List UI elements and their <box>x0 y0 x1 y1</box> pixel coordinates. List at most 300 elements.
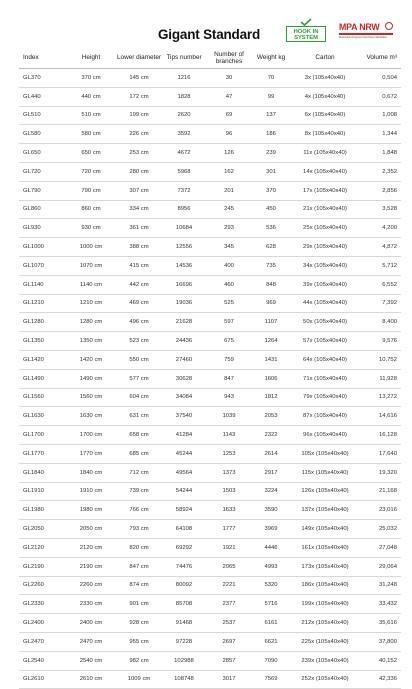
cell-weight: 6161 <box>253 614 289 633</box>
table-row <box>19 388 401 407</box>
table-row <box>19 407 401 426</box>
cell-weight: 6621 <box>253 632 289 651</box>
cell-index: GL440 <box>19 87 67 106</box>
cell-index: GL580 <box>19 125 67 144</box>
cell-height: 2470 cm <box>67 632 115 651</box>
cell-height: 1420 cm <box>67 350 115 369</box>
cell-branches: 201 <box>205 181 253 200</box>
cell-carton: 186x (105x40x40) <box>289 576 361 595</box>
cell-branches: 2697 <box>205 632 253 651</box>
cell-lower-diameter: 361 cm <box>115 219 163 238</box>
cell-branches: 126 <box>205 144 253 163</box>
cell-lower-diameter: 334 cm <box>115 200 163 219</box>
cell-carton: 105x (105x40x40) <box>289 444 361 463</box>
cell-tips-number: 102988 <box>163 651 205 670</box>
table-row <box>19 238 401 257</box>
cell-index: GL2540 <box>19 651 67 670</box>
cell-volume: 4,200 <box>361 219 401 238</box>
cell-height: 2540 cm <box>67 651 115 670</box>
cell-carton: 87x (105x40x40) <box>289 407 361 426</box>
cell-carton: 126x (105x40x40) <box>289 482 361 501</box>
cell-tips-number: 1216 <box>163 69 205 88</box>
cell-weight: 99 <box>253 87 289 106</box>
cell-volume: 25,032 <box>361 520 401 539</box>
cell-weight: 239 <box>253 144 289 163</box>
cell-volume: 4,872 <box>361 238 401 257</box>
cell-index: GL1560 <box>19 388 67 407</box>
table-row <box>19 520 401 539</box>
cell-carton: 44x (105x40x40) <box>289 294 361 313</box>
cell-tips-number: 12556 <box>163 238 205 257</box>
cell-index: GL2400 <box>19 614 67 633</box>
cell-weight: 450 <box>253 200 289 219</box>
mpa-logo-text: MPA NRW <box>339 22 380 32</box>
cell-index: GL1980 <box>19 501 67 520</box>
cell-lower-diameter: 145 cm <box>115 69 163 88</box>
cell-carton: 4x (105x40x40) <box>289 87 361 106</box>
cell-index: GL370 <box>19 69 67 88</box>
cell-height: 1000 cm <box>67 238 115 257</box>
cell-volume: 33,432 <box>361 595 401 614</box>
cell-volume: 0,672 <box>361 87 401 106</box>
cell-lower-diameter: 901 cm <box>115 595 163 614</box>
cell-lower-diameter: 469 cm <box>115 294 163 313</box>
cell-lower-diameter: 631 cm <box>115 407 163 426</box>
cell-weight: 2917 <box>253 463 289 482</box>
cell-index: GL1350 <box>19 332 67 351</box>
cell-tips-number: 58924 <box>163 501 205 520</box>
header-weight: Weight kg <box>253 48 289 69</box>
cell-height: 1490 cm <box>67 369 115 388</box>
product-table <box>19 48 401 689</box>
table-row <box>19 482 401 501</box>
cell-volume: 10,752 <box>361 350 401 369</box>
cell-carton: 137x (105x40x40) <box>289 501 361 520</box>
cell-height: 2400 cm <box>67 614 115 633</box>
cell-branches: 96 <box>205 125 253 144</box>
cell-carton: 34x (105x40x40) <box>289 256 361 275</box>
table-row <box>19 670 401 689</box>
cell-branches: 460 <box>205 275 253 294</box>
cell-volume: 17,640 <box>361 444 401 463</box>
cell-tips-number: 108748 <box>163 670 205 689</box>
cell-carton: 8x (105x40x40) <box>289 125 361 144</box>
mpa-nrw-logo <box>339 22 394 42</box>
cell-weight: 1431 <box>253 350 289 369</box>
hook-in-system-logo <box>286 20 326 42</box>
cell-index: GL1210 <box>19 294 67 313</box>
table-row <box>19 369 401 388</box>
table-row <box>19 162 401 181</box>
cell-tips-number: 3592 <box>163 125 205 144</box>
cell-index: GL790 <box>19 181 67 200</box>
cell-branches: 1921 <box>205 538 253 557</box>
cell-tips-number: 45244 <box>163 444 205 463</box>
cell-branches: 675 <box>205 332 253 351</box>
cell-weight: 536 <box>253 219 289 238</box>
cell-tips-number: 14536 <box>163 256 205 275</box>
table-row <box>19 463 401 482</box>
cell-volume: 21,168 <box>361 482 401 501</box>
table-row <box>19 576 401 595</box>
cell-branches: 293 <box>205 219 253 238</box>
cell-tips-number: 16696 <box>163 275 205 294</box>
cell-lower-diameter: 847 cm <box>115 557 163 576</box>
cell-weight: 2053 <box>253 407 289 426</box>
cell-height: 2120 cm <box>67 538 115 557</box>
table-row <box>19 275 401 294</box>
cell-tips-number: 7372 <box>163 181 205 200</box>
cell-height: 1770 cm <box>67 444 115 463</box>
cell-weight: 628 <box>253 238 289 257</box>
cell-index: GL1420 <box>19 350 67 369</box>
table-row <box>19 125 401 144</box>
cell-lower-diameter: 388 cm <box>115 238 163 257</box>
cell-carton: 96x (105x40x40) <box>289 426 361 445</box>
cell-index: GL510 <box>19 106 67 125</box>
cell-lower-diameter: 523 cm <box>115 332 163 351</box>
cell-carton: 11x (105x40x40) <box>289 144 361 163</box>
cell-volume: 5,712 <box>361 256 401 275</box>
cell-lower-diameter: 496 cm <box>115 313 163 332</box>
cell-lower-diameter: 928 cm <box>115 614 163 633</box>
cell-height: 1140 cm <box>67 275 115 294</box>
cell-weight: 1606 <box>253 369 289 388</box>
cell-height: 2050 cm <box>67 520 115 539</box>
cell-volume: 35,616 <box>361 614 401 633</box>
cell-height: 1840 cm <box>67 463 115 482</box>
cell-carton: 39x (105x40x40) <box>289 275 361 294</box>
table-row <box>19 651 401 670</box>
cell-index: GL860 <box>19 200 67 219</box>
table-header-row <box>19 48 401 69</box>
cell-volume: 3,528 <box>361 200 401 219</box>
cell-branches: 1373 <box>205 463 253 482</box>
cell-height: 370 cm <box>67 69 115 88</box>
cell-branches: 759 <box>205 350 253 369</box>
cell-height: 2610 cm <box>67 670 115 689</box>
cell-lower-diameter: 226 cm <box>115 125 163 144</box>
cell-tips-number: 8956 <box>163 200 205 219</box>
cell-height: 2260 cm <box>67 576 115 595</box>
cell-lower-diameter: 199 cm <box>115 106 163 125</box>
cell-tips-number: 85708 <box>163 595 205 614</box>
cell-branches: 1039 <box>205 407 253 426</box>
cell-index: GL1630 <box>19 407 67 426</box>
cell-branches: 400 <box>205 256 253 275</box>
cell-lower-diameter: 172 cm <box>115 87 163 106</box>
cell-branches: 2221 <box>205 576 253 595</box>
cell-branches: 1633 <box>205 501 253 520</box>
cell-carton: 79x (105x40x40) <box>289 388 361 407</box>
mpa-logo-circle-icon <box>385 22 393 30</box>
table-row <box>19 87 401 106</box>
cell-height: 580 cm <box>67 125 115 144</box>
cell-index: GL2330 <box>19 595 67 614</box>
cell-lower-diameter: 793 cm <box>115 520 163 539</box>
cell-branches: 1503 <box>205 482 253 501</box>
cell-index: GL1910 <box>19 482 67 501</box>
cell-branches: 1777 <box>205 520 253 539</box>
cell-volume: 1,344 <box>361 125 401 144</box>
cell-carton: 252x (105x40x40) <box>289 670 361 689</box>
table-row <box>19 69 401 88</box>
table-row <box>19 501 401 520</box>
cell-lower-diameter: 712 cm <box>115 463 163 482</box>
cell-volume: 1,008 <box>361 106 401 125</box>
cell-index: GL2050 <box>19 520 67 539</box>
table-row <box>19 538 401 557</box>
cell-lower-diameter: 739 cm <box>115 482 163 501</box>
cell-tips-number: 49564 <box>163 463 205 482</box>
cell-lower-diameter: 874 cm <box>115 576 163 595</box>
cell-index: GL1840 <box>19 463 67 482</box>
cell-carton: 17x (105x40x40) <box>289 181 361 200</box>
table-row <box>19 444 401 463</box>
cell-lower-diameter: 550 cm <box>115 350 163 369</box>
cell-weight: 2322 <box>253 426 289 445</box>
cell-weight: 1264 <box>253 332 289 351</box>
cell-height: 650 cm <box>67 144 115 163</box>
cell-weight: 5320 <box>253 576 289 595</box>
cell-weight: 186 <box>253 125 289 144</box>
table-row <box>19 614 401 633</box>
cell-carton: 64x (105x40x40) <box>289 350 361 369</box>
cell-height: 1210 cm <box>67 294 115 313</box>
cell-volume: 2,352 <box>361 162 401 181</box>
cell-tips-number: 5968 <box>163 162 205 181</box>
table-row <box>19 219 401 238</box>
cell-index: GL2610 <box>19 670 67 689</box>
cell-tips-number: 4672 <box>163 144 205 163</box>
cell-carton: 239x (105x40x40) <box>289 651 361 670</box>
cell-lower-diameter: 1009 cm <box>115 670 163 689</box>
cell-volume: 31,248 <box>361 576 401 595</box>
cell-volume: 16,128 <box>361 426 401 445</box>
cell-branches: 245 <box>205 200 253 219</box>
cell-volume: 29,064 <box>361 557 401 576</box>
cell-lower-diameter: 280 cm <box>115 162 163 181</box>
header-lower-diameter: Lower diameter <box>115 48 163 69</box>
table-row <box>19 106 401 125</box>
cell-carton: 199x (105x40x40) <box>289 595 361 614</box>
cell-branches: 2065 <box>205 557 253 576</box>
cell-volume: 8,400 <box>361 313 401 332</box>
table-row <box>19 313 401 332</box>
cell-tips-number: 10684 <box>163 219 205 238</box>
cell-index: GL650 <box>19 144 67 163</box>
cell-weight: 735 <box>253 256 289 275</box>
cell-lower-diameter: 307 cm <box>115 181 163 200</box>
header-height: Height <box>67 48 115 69</box>
cell-lower-diameter: 253 cm <box>115 144 163 163</box>
cell-branches: 2537 <box>205 614 253 633</box>
hook-logo-text: HOOK IN SYSTEM <box>293 29 319 42</box>
cell-lower-diameter: 685 cm <box>115 444 163 463</box>
cell-branches: 2377 <box>205 595 253 614</box>
table-row <box>19 426 401 445</box>
cell-height: 1980 cm <box>67 501 115 520</box>
cell-carton: 25x (105x40x40) <box>289 219 361 238</box>
cell-volume: 23,016 <box>361 501 401 520</box>
cell-volume: 1,848 <box>361 144 401 163</box>
cell-branches: 30 <box>205 69 253 88</box>
cell-volume: 13,272 <box>361 388 401 407</box>
header-carton: Carton <box>289 48 361 69</box>
cell-height: 440 cm <box>67 87 115 106</box>
table-row <box>19 200 401 219</box>
table-row <box>19 595 401 614</box>
cell-carton: 57x (105x40x40) <box>289 332 361 351</box>
cell-branches: 1143 <box>205 426 253 445</box>
cell-tips-number: 27460 <box>163 350 205 369</box>
cell-tips-number: 19036 <box>163 294 205 313</box>
cell-carton: 149x (105x40x40) <box>289 520 361 539</box>
cell-carton: 50x (105x40x40) <box>289 313 361 332</box>
cell-carton: 161x (105x40x40) <box>289 538 361 557</box>
cell-carton: 3x (105x40x40) <box>289 69 361 88</box>
cell-weight: 1812 <box>253 388 289 407</box>
table-row <box>19 350 401 369</box>
header-volume: Volume m³ <box>361 48 401 69</box>
cell-index: GL1280 <box>19 313 67 332</box>
cell-weight: 3969 <box>253 520 289 539</box>
cell-volume: 2,856 <box>361 181 401 200</box>
cell-index: GL2470 <box>19 632 67 651</box>
cell-index: GL1490 <box>19 369 67 388</box>
cell-lower-diameter: 955 cm <box>115 632 163 651</box>
cell-tips-number: 74476 <box>163 557 205 576</box>
cell-carton: 225x (105x40x40) <box>289 632 361 651</box>
table-row <box>19 332 401 351</box>
cell-weight: 370 <box>253 181 289 200</box>
cell-lower-diameter: 577 cm <box>115 369 163 388</box>
cell-height: 1350 cm <box>67 332 115 351</box>
cell-branches: 3017 <box>205 670 253 689</box>
cell-branches: 943 <box>205 388 253 407</box>
cell-index: GL1700 <box>19 426 67 445</box>
cell-weight: 137 <box>253 106 289 125</box>
checkmark-icon <box>300 18 312 26</box>
cell-weight: 3590 <box>253 501 289 520</box>
cell-tips-number: 34084 <box>163 388 205 407</box>
cell-carton: 29x (105x40x40) <box>289 238 361 257</box>
cell-volume: 37,800 <box>361 632 401 651</box>
cell-index: GL1000 <box>19 238 67 257</box>
cell-lower-diameter: 766 cm <box>115 501 163 520</box>
cell-tips-number: 1828 <box>163 87 205 106</box>
cell-index: GL2190 <box>19 557 67 576</box>
cell-weight: 4993 <box>253 557 289 576</box>
page-title: Gigant Standard <box>158 27 261 42</box>
cell-height: 1560 cm <box>67 388 115 407</box>
mpa-logo-subtitle: Materialprüfungsamt Nordrhein-Westfalen <box>339 35 388 39</box>
table-body <box>19 69 401 689</box>
cell-tips-number: 2620 <box>163 106 205 125</box>
cell-index: GL1770 <box>19 444 67 463</box>
cell-tips-number: 64108 <box>163 520 205 539</box>
cell-weight: 4446 <box>253 538 289 557</box>
cell-index: GL720 <box>19 162 67 181</box>
cell-tips-number: 37540 <box>163 407 205 426</box>
cell-height: 1070 cm <box>67 256 115 275</box>
cell-lower-diameter: 442 cm <box>115 275 163 294</box>
cell-weight: 969 <box>253 294 289 313</box>
cell-branches: 345 <box>205 238 253 257</box>
cell-height: 510 cm <box>67 106 115 125</box>
cell-volume: 11,928 <box>361 369 401 388</box>
cell-carton: 6x (105x40x40) <box>289 106 361 125</box>
header-index: Index <box>19 48 67 69</box>
cell-weight: 1107 <box>253 313 289 332</box>
cell-branches: 847 <box>205 369 253 388</box>
cell-carton: 115x (105x40x40) <box>289 463 361 482</box>
cell-height: 2330 cm <box>67 595 115 614</box>
cell-branches: 47 <box>205 87 253 106</box>
cell-height: 2190 cm <box>67 557 115 576</box>
cell-weight: 7569 <box>253 670 289 689</box>
cell-tips-number: 30628 <box>163 369 205 388</box>
header-branches: Number of branches <box>205 48 253 69</box>
cell-volume: 42,336 <box>361 670 401 689</box>
cell-volume: 9,576 <box>361 332 401 351</box>
cell-lower-diameter: 982 cm <box>115 651 163 670</box>
cell-height: 1280 cm <box>67 313 115 332</box>
cell-branches: 597 <box>205 313 253 332</box>
table-row <box>19 294 401 313</box>
cell-height: 1700 cm <box>67 426 115 445</box>
cell-weight: 7090 <box>253 651 289 670</box>
header-tips-number: Tips number <box>163 48 205 69</box>
cell-tips-number: 69292 <box>163 538 205 557</box>
cell-index: GL1070 <box>19 256 67 275</box>
cell-height: 790 cm <box>67 181 115 200</box>
cell-carton: 173x (105x40x40) <box>289 557 361 576</box>
cell-height: 1630 cm <box>67 407 115 426</box>
cell-volume: 0,504 <box>361 69 401 88</box>
cell-lower-diameter: 820 cm <box>115 538 163 557</box>
cell-weight: 2614 <box>253 444 289 463</box>
cell-volume: 19,320 <box>361 463 401 482</box>
table-row <box>19 144 401 163</box>
cell-index: GL2120 <box>19 538 67 557</box>
cell-carton: 14x (105x40x40) <box>289 162 361 181</box>
cell-height: 720 cm <box>67 162 115 181</box>
cell-tips-number: 97228 <box>163 632 205 651</box>
cell-volume: 27,048 <box>361 538 401 557</box>
hook-logo-frame <box>286 26 326 42</box>
cell-lower-diameter: 415 cm <box>115 256 163 275</box>
cell-volume: 7,392 <box>361 294 401 313</box>
cell-carton: 21x (105x40x40) <box>289 200 361 219</box>
cell-volume: 6,552 <box>361 275 401 294</box>
cell-branches: 525 <box>205 294 253 313</box>
cell-tips-number: 91468 <box>163 614 205 633</box>
cell-height: 1910 cm <box>67 482 115 501</box>
cell-weight: 5716 <box>253 595 289 614</box>
cell-tips-number: 41284 <box>163 426 205 445</box>
cell-carton: 71x (105x40x40) <box>289 369 361 388</box>
cell-index: GL930 <box>19 219 67 238</box>
cell-height: 930 cm <box>67 219 115 238</box>
cell-lower-diameter: 604 cm <box>115 388 163 407</box>
table-row <box>19 181 401 200</box>
cell-carton: 212x (105x40x40) <box>289 614 361 633</box>
cell-height: 860 cm <box>67 200 115 219</box>
cell-tips-number: 80092 <box>163 576 205 595</box>
cell-volume: 40,152 <box>361 651 401 670</box>
table-row <box>19 256 401 275</box>
